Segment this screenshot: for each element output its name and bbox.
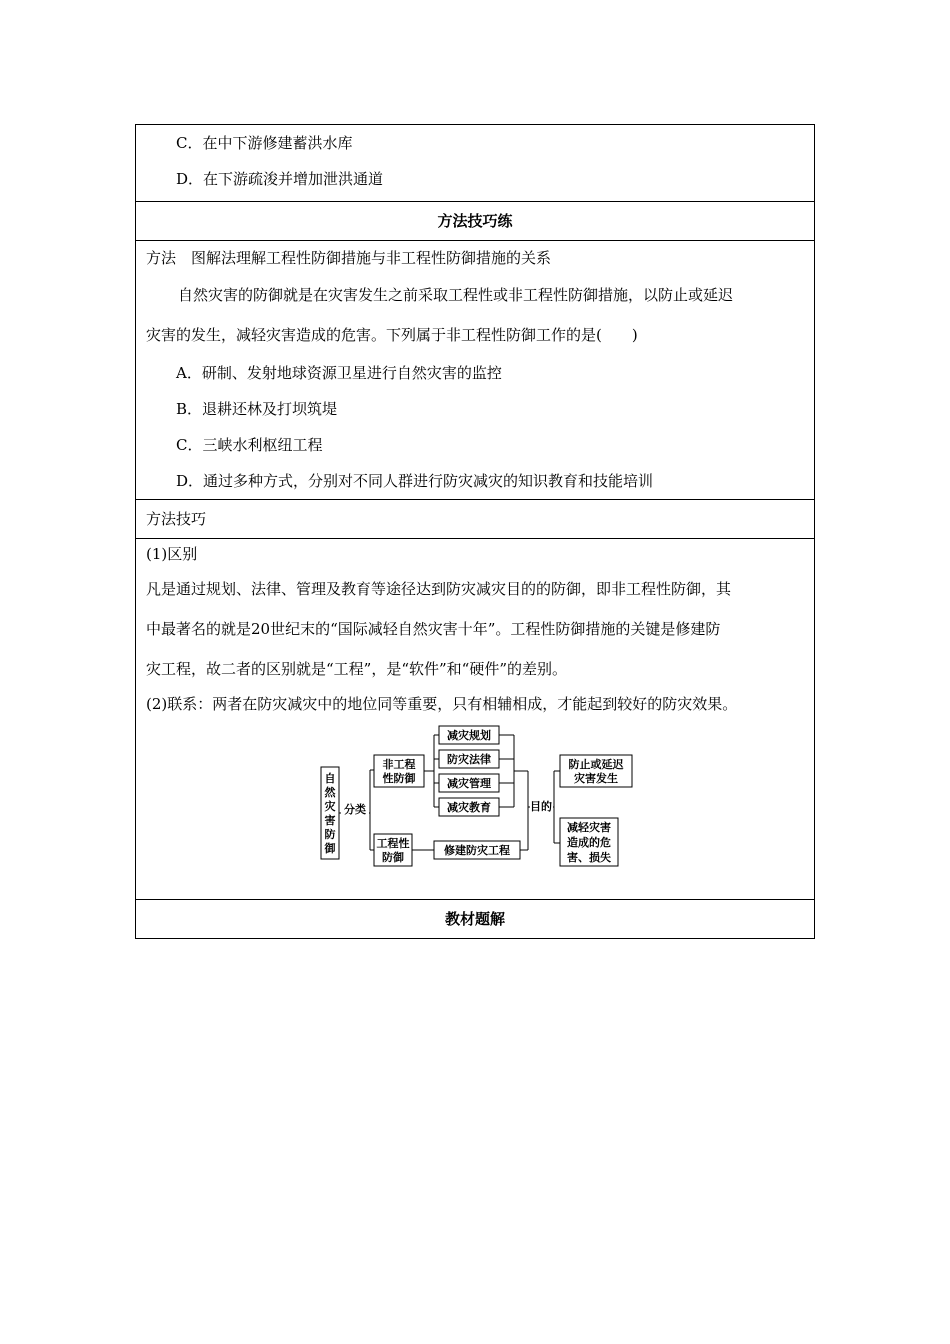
- option-c: C．在中下游修建蓄洪水库: [176, 134, 353, 152]
- engineering-line-1: 工程性: [376, 837, 410, 850]
- engineering-line-2: 防御: [382, 851, 404, 864]
- root-char-2: 然: [324, 786, 336, 799]
- classify-label: 分类: [344, 803, 366, 816]
- tips-item-1-line-2: 中最著名的就是20世纪末的“国际减轻自然灾害十年”。工程性防御措施的关键是修建防: [146, 620, 721, 638]
- defense-diagram-svg: [136, 719, 814, 899]
- goal-1-line-1: 防止或延迟: [568, 758, 624, 771]
- question-cell: [136, 240, 814, 499]
- option-c: C．三峡水利枢纽工程: [176, 436, 323, 454]
- defense-diagram: [136, 719, 814, 899]
- goal-2-line-2: 造成的危: [567, 836, 611, 849]
- document-table: [135, 124, 815, 939]
- measure-planning: 减灾规划: [447, 729, 491, 742]
- root-char-4: 害: [324, 814, 336, 827]
- root-char-1: 自: [324, 772, 336, 785]
- section-header-textbook: 教材题解: [136, 899, 814, 938]
- tips-cell: [136, 538, 814, 899]
- question-line-2: 灾害的发生，减轻灾害造成的危害。下列属于非工程性防御工作的是( ): [146, 326, 638, 344]
- root-char-6: 御: [324, 842, 336, 855]
- measure-management: 减灾管理: [447, 777, 491, 790]
- measure-education: 减灾教育: [447, 801, 491, 814]
- tips-item-1-line-3: 灾工程，故二者的区别就是“工程”，是“软件”和“硬件”的差别。: [146, 660, 568, 678]
- tips-item-1-title: (1)区别: [146, 545, 198, 563]
- root-char-5: 防: [324, 828, 336, 841]
- option-a: A．研制、发射地球资源卫星进行自然灾害的监控: [176, 364, 502, 382]
- goal-2-line-3: 害、损失: [567, 851, 611, 864]
- goal-2-line-1: 减轻灾害: [567, 821, 611, 834]
- root-char-3: 灾: [324, 800, 336, 813]
- option-d: D．在下游疏浚并增加泄洪通道: [176, 170, 384, 188]
- option-b: B．退耕还林及打坝筑堤: [176, 400, 338, 418]
- tips-item-1-line-1: 凡是通过规划、法律、管理及教育等途径达到防灾减灾目的的防御，即非工程性防御，其: [146, 580, 732, 598]
- nonengineering-line-1: 非工程: [382, 758, 416, 771]
- measure-law: 防灾法律: [447, 753, 491, 766]
- method-title: 方法 图解法理解工程性防御措施与非工程性防御措施的关系: [146, 249, 552, 267]
- nonengineering-line-2: 性防御: [382, 772, 416, 785]
- purpose-label: 目的: [530, 800, 552, 813]
- tips-title: 方法技巧: [136, 499, 814, 538]
- section-header-practice: 方法技巧练: [136, 201, 814, 240]
- question-line-1: 自然灾害的防御就是在灾害发生之前采取工程性或非工程性防御措施，以防止或延迟: [178, 286, 734, 304]
- tips-item-2: (2)联系：两者在防灾减灾中的地位同等重要，只有相辅相成，才能起到较好的防灾效果。: [146, 695, 738, 713]
- goal-1-line-2: 灾害发生: [574, 772, 618, 785]
- build-label: 修建防灾工程: [444, 844, 510, 857]
- options-cell: [136, 125, 814, 197]
- option-d: D．通过多种方式，分别对不同人群进行防灾减灾的知识教育和技能培训: [176, 472, 654, 490]
